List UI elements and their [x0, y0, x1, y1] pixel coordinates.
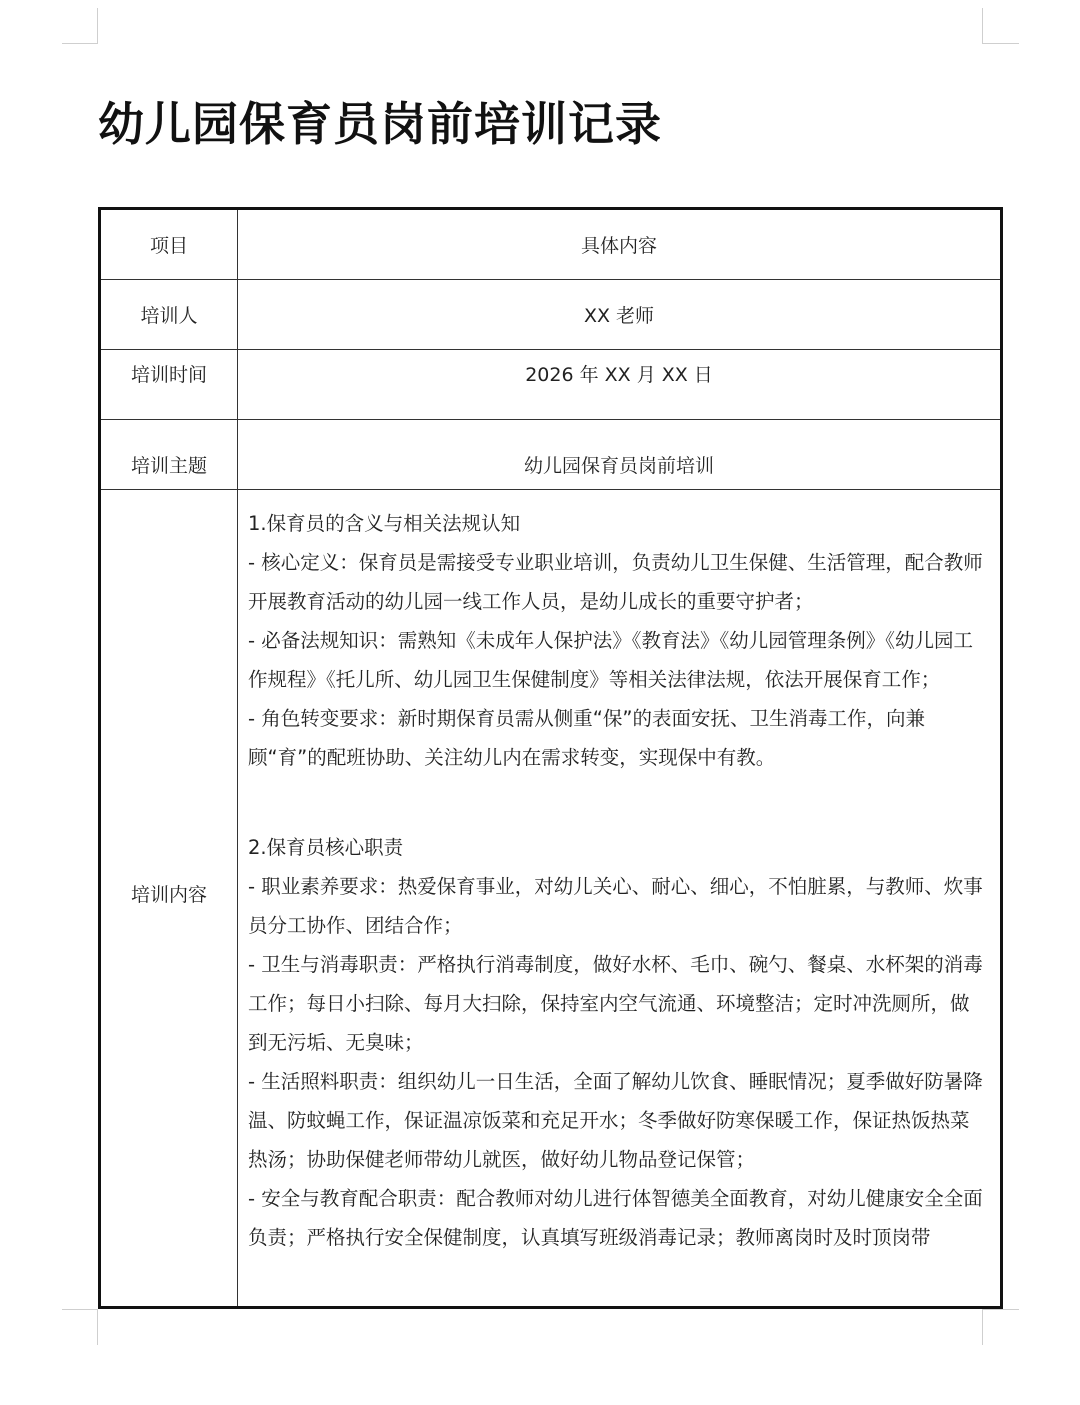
- topic-value: 幼儿园保育员岗前培训: [523, 455, 714, 477]
- content-item: - 安全与教育配合职责：配合教师对幼儿进行体智德美全面教育，对幼儿健康安全全面负责；严格执行安全保健制度，认真填写班级消毒记录；教师离岗时及时顶岗带: [248, 1187, 983, 1249]
- content-item: - 卫生与消毒职责：严格执行消毒制度，做好水杯、毛巾、碗勺、餐桌、水杯架的消毒工作；每日小扫除、每月大扫除，保持室内空气流通、环境整洁；定时冲洗厕所，做到无污垢、无臭味；: [248, 953, 983, 1054]
- section-heading: 1.保育员的含义与相关法规认知: [248, 512, 521, 535]
- content-item: - 职业素养要求：热爱保育事业，对幼儿关心、耐心、细心，不怕脏累，与教师、炊事员分工协作、团结合作；: [248, 875, 983, 937]
- training-content-body: [248, 504, 988, 1257]
- time-label: 培训时间: [130, 364, 207, 386]
- trainer-value: XX 老师: [583, 305, 655, 327]
- time-value: 2026 年 XX 月 XX 日: [525, 364, 713, 386]
- header-label-cell: 项目: [149, 235, 188, 257]
- table-row-content: [101, 490, 1000, 1306]
- table-header-row: [101, 210, 1000, 280]
- crop-mark: [982, 8, 983, 44]
- section-spacer: [248, 777, 988, 828]
- crop-mark: [97, 8, 98, 44]
- content-item: - 生活照料职责：组织幼儿一日生活，全面了解幼儿饮食、睡眠情况；夏季做好防暑降温、防蚊蝇工作，保证温凉饭菜和充足开水；冬季做好防寒保暖工作，保证热饭热菜热汤；协助保健老师带幼儿就医，做好幼儿物品登记保管；: [248, 1070, 983, 1171]
- crop-mark: [62, 43, 98, 44]
- table-row-topic: [101, 420, 1000, 490]
- topic-label: 培训主题: [130, 455, 207, 477]
- table-row-time: [101, 350, 1000, 420]
- content-item: - 角色转变要求：新时期保育员需从侧重“保”的表面安抚、卫生消毒工作，向兼顾“育”的配班协助、关注幼儿内在需求转变，实现保中有教。: [248, 707, 925, 769]
- document-title: 幼儿园保育员岗前培训记录: [98, 97, 662, 151]
- header-value-cell: 具体内容: [580, 235, 657, 257]
- crop-mark: [62, 1309, 98, 1310]
- crop-mark: [983, 1309, 1019, 1310]
- crop-mark: [97, 1309, 98, 1345]
- table-row-trainer: [101, 280, 1000, 350]
- crop-mark: [983, 43, 1019, 44]
- content-label: 培训内容: [130, 883, 207, 906]
- content-item: - 核心定义：保育员是需接受专业职业培训，负责幼儿卫生保健、生活管理，配合教师开展教育活动的幼儿园一线工作人员，是幼儿成长的重要守护者；: [248, 551, 983, 613]
- trainer-label: 培训人: [140, 305, 198, 327]
- crop-mark: [982, 1309, 983, 1345]
- content-item: - 必备法规知识：需熟知《未成年人保护法》《教育法》《幼儿园管理条例》《幼儿园工作规程》《托儿所、幼儿园卫生保健制度》等相关法律法规，依法开展保育工作；: [248, 629, 973, 691]
- section-heading: 2.保育员核心职责: [248, 836, 404, 859]
- training-record-table: [98, 207, 1003, 1309]
